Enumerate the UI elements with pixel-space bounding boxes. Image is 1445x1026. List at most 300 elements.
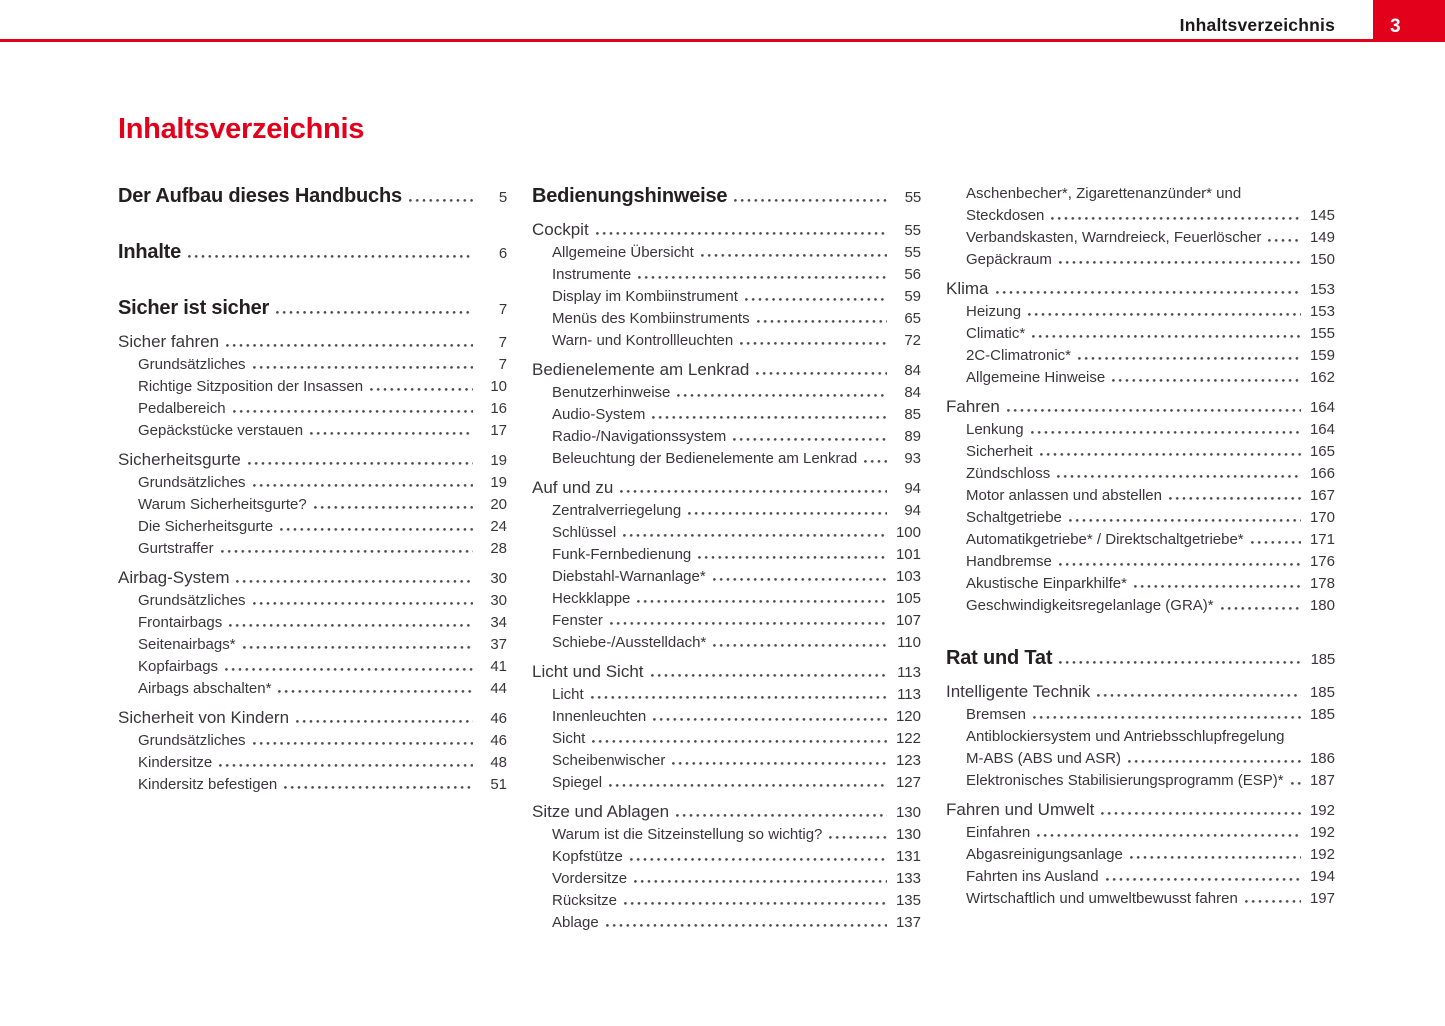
toc-entry [118, 494, 507, 516]
toc-entry-label: Warum ist die Sitzeinstellung so wichtig? [552, 826, 823, 843]
toc-entry [946, 551, 1335, 573]
toc-entry-page: 153 [1309, 281, 1335, 298]
toc-entry [946, 529, 1335, 551]
toc-entry-page: 24 [490, 518, 507, 535]
dot-leader [610, 622, 887, 625]
toc-entry [946, 888, 1335, 910]
toc-entry-label: Cockpit [532, 220, 589, 239]
dot-leader [757, 320, 887, 323]
toc-entry [532, 448, 921, 470]
toc-entry [946, 748, 1335, 770]
toc-entry-page: 186 [1309, 750, 1335, 767]
toc-entry-page: 84 [904, 384, 921, 401]
toc-entry [118, 678, 507, 700]
dot-leader [1069, 519, 1301, 522]
toc-entry-page: 30 [490, 570, 507, 587]
toc-entry-label: Scheibenwischer [552, 752, 666, 769]
toc-entry-label: Antiblockiersystem und Antriebsschlupfregelung [966, 728, 1285, 745]
dot-leader [591, 696, 887, 699]
toc-entry [532, 183, 921, 211]
toc-entry-page: 85 [904, 406, 921, 423]
toc-entry-label: Motor anlassen und abstellen [966, 487, 1162, 504]
toc-entry-page: 5 [498, 189, 507, 206]
toc-entry [118, 330, 507, 354]
toc-entry-page: 28 [490, 540, 507, 557]
toc-entry [946, 277, 1335, 301]
dot-leader [253, 742, 473, 745]
toc-entry-page: 166 [1309, 465, 1335, 482]
toc-entry-label: Der Aufbau dieses Handbuchs [118, 185, 402, 207]
toc-entry-page: 65 [904, 310, 921, 327]
toc-entry [532, 544, 921, 566]
toc-entry-label: Heizung [966, 303, 1022, 320]
toc-entry-label: Auf und zu [532, 478, 614, 497]
toc-column-2 [532, 183, 921, 934]
running-header-title: Inhaltsverzeichnis [1179, 15, 1335, 35]
toc-entry [118, 376, 507, 398]
toc-entry-label: Sicher fahren [118, 332, 220, 351]
toc-entry-label: Beleuchtung der Bedienelemente am Lenkrad [552, 450, 858, 467]
toc-entry [532, 632, 921, 654]
toc-entry-page: 171 [1309, 531, 1335, 548]
toc-entry-label: Richtige Sitzposition der Insassen [138, 378, 364, 395]
toc-entry-label: Kopfairbags [138, 658, 219, 675]
toc-entry [946, 507, 1335, 529]
toc-entry-label: Innenleuchten [552, 708, 647, 725]
dot-leader [1078, 357, 1301, 360]
dot-leader [745, 298, 887, 301]
toc-entry [118, 183, 507, 211]
dot-leader [1007, 409, 1301, 412]
toc-entry-label: Die Sicherheitsgurte [138, 518, 274, 535]
toc-entry-label: Display im Kombiinstrument [552, 288, 738, 305]
toc-entry-page: 34 [490, 614, 507, 631]
toc-entry-label: Seitenairbags* [138, 636, 236, 653]
dot-leader [620, 490, 887, 493]
toc-entry-label: Automatikgetriebe* / Direktschaltgetriebe* [966, 531, 1244, 548]
toc-entry-page: 167 [1309, 487, 1335, 504]
toc-entry-label: Allgemeine Hinweise [966, 369, 1106, 386]
toc-entry [946, 463, 1335, 485]
dot-leader [1245, 900, 1301, 903]
toc-entry-page: 10 [490, 378, 507, 395]
dot-leader [226, 344, 473, 347]
dot-leader [652, 416, 887, 419]
toc-entry-label: Fahren und Umwelt [946, 800, 1095, 819]
toc-entry [946, 573, 1335, 595]
toc-entry-label: Zentralverriegelung [552, 502, 682, 519]
dot-leader [609, 784, 887, 787]
toc-entry [946, 770, 1335, 792]
toc-entry [532, 566, 921, 588]
toc-entry [946, 395, 1335, 419]
toc-entry [946, 726, 1335, 748]
toc-entry [118, 656, 507, 678]
toc-entry-label: Gepäckstücke verstauen [138, 422, 304, 439]
toc-entry-label: Bedienelemente am Lenkrad [532, 360, 750, 379]
dot-leader [1221, 607, 1301, 610]
toc-entry [946, 441, 1335, 463]
toc-content [0, 113, 1445, 934]
toc-entry [118, 472, 507, 494]
dot-leader [677, 394, 887, 397]
toc-entry [946, 249, 1335, 271]
toc-entry [118, 706, 507, 730]
toc-entry-page: 127 [895, 774, 921, 791]
toc-entry-page: 19 [490, 474, 507, 491]
toc-entry [532, 264, 921, 286]
dot-leader [1130, 856, 1301, 859]
toc-entry-page: 150 [1309, 251, 1335, 268]
toc-entry [532, 846, 921, 868]
toc-entry-label: Grundsätzliches [138, 732, 246, 749]
dot-leader [653, 718, 887, 721]
toc-entry-label: Schiebe-/Ausstelldach* [552, 634, 707, 651]
toc-entry-page: 122 [895, 730, 921, 747]
dot-leader [243, 646, 473, 649]
toc-entry [532, 750, 921, 772]
toc-entry [532, 500, 921, 522]
toc-entry-page: 72 [904, 332, 921, 349]
dot-leader [672, 762, 887, 765]
toc-entry-page: 94 [904, 480, 921, 497]
toc-entry-page: 101 [895, 546, 921, 563]
toc-entry [946, 704, 1335, 726]
toc-entry-page: 46 [490, 732, 507, 749]
toc-entry-page: 93 [904, 450, 921, 467]
toc-entry [532, 286, 921, 308]
dot-leader [1291, 782, 1301, 785]
page-number: 3 [1390, 16, 1401, 37]
dot-leader [370, 388, 473, 391]
dot-leader [634, 880, 887, 883]
toc-entry-label: Audio-System [552, 406, 646, 423]
toc-entry [946, 680, 1335, 704]
toc-entry-page: 192 [1309, 824, 1335, 841]
dot-leader [713, 644, 887, 647]
toc-entry-page: 55 [904, 189, 921, 206]
toc-entry-page: 20 [490, 496, 507, 513]
toc-entry-label: Warum Sicherheitsgurte? [138, 496, 307, 513]
toc-entry-page: 130 [895, 826, 921, 843]
toc-entry-label: Klima [946, 279, 989, 298]
toc-entry-label: Abgasreinigungsanlage [966, 846, 1123, 863]
toc-entry-label: Fahrten ins Ausland [966, 868, 1099, 885]
toc-entry-page: 187 [1309, 772, 1335, 789]
dot-leader [651, 674, 887, 677]
toc-entry-label: Spiegel [552, 774, 603, 791]
toc-entry-label: Diebstahl-Warnanlage* [552, 568, 706, 585]
toc-entry-page: 89 [904, 428, 921, 445]
toc-entry-label: Gurtstraffer [138, 540, 214, 557]
toc-entry-label: Licht [552, 686, 584, 703]
dot-leader [253, 366, 473, 369]
toc-entry-label: Fenster [552, 612, 603, 629]
toc-entry-page: 194 [1309, 868, 1335, 885]
dot-leader [229, 624, 473, 627]
dot-leader [225, 668, 473, 671]
toc-entry [532, 772, 921, 794]
toc-entry-page: 164 [1309, 399, 1335, 416]
toc-entry [946, 183, 1335, 205]
toc-entry [532, 426, 921, 448]
toc-entry [532, 308, 921, 330]
toc-entry-label: 2C-Climatronic* [966, 347, 1072, 364]
toc-entry-label: Menüs des Kombiinstruments [552, 310, 750, 327]
toc-entry-page: 130 [895, 804, 921, 821]
toc-entry [118, 752, 507, 774]
dot-leader [996, 291, 1301, 294]
toc-entry-page: 37 [490, 636, 507, 653]
dot-leader [1268, 239, 1301, 242]
toc-entry [532, 610, 921, 632]
toc-entry-label: Lenkung [966, 421, 1024, 438]
toc-entry [946, 595, 1335, 617]
toc-entry-page: 59 [904, 288, 921, 305]
toc-entry [532, 382, 921, 404]
dot-leader [592, 740, 887, 743]
dot-leader [734, 199, 887, 202]
toc-entry-page: 170 [1309, 509, 1335, 526]
toc-column-1 [118, 183, 507, 934]
toc-entry-page: 110 [897, 634, 921, 651]
dot-leader [596, 232, 887, 235]
dot-leader [1128, 760, 1301, 763]
dot-leader [740, 342, 887, 345]
toc-entry [118, 538, 507, 560]
toc-entry-label: Schlüssel [552, 524, 617, 541]
toc-entry [532, 912, 921, 934]
toc-entry-page: 176 [1309, 553, 1335, 570]
toc-entry-page: 113 [897, 664, 921, 681]
toc-entry-label: Intelligente Technik [946, 682, 1091, 701]
toc-entry-page: 135 [895, 892, 921, 909]
toc-entry [118, 354, 507, 376]
page-title: Inhaltsverzeichnis [118, 113, 365, 145]
toc-entry [532, 404, 921, 426]
dot-leader [221, 550, 473, 553]
dot-leader [1106, 878, 1301, 881]
dot-leader [756, 372, 887, 375]
toc-entry-page: 113 [897, 686, 921, 703]
dot-leader [278, 690, 473, 693]
dot-leader [248, 462, 473, 465]
toc-entry-page: 19 [490, 452, 507, 469]
toc-entry-page: 84 [904, 362, 921, 379]
dot-leader [688, 512, 887, 515]
dot-leader [637, 600, 887, 603]
toc-entry-page: 164 [1309, 421, 1335, 438]
toc-entry-label: Wirtschaftlich und umweltbewusst fahren [966, 890, 1238, 907]
toc-entry-label: Rat und Tat [946, 647, 1053, 669]
toc-entry-page: 6 [498, 245, 507, 262]
dot-leader [1101, 812, 1301, 815]
toc-entry-label: Kindersitze [138, 754, 213, 771]
toc-entry-label: Grundsätzliches [138, 356, 246, 373]
toc-entry [946, 345, 1335, 367]
toc-entry-label: Elektronisches Stabilisierungsprogramm (ESP)* [966, 772, 1284, 789]
toc-entry [532, 588, 921, 610]
dot-leader [236, 580, 473, 583]
toc-entry-label: Bedienungshinweise [532, 185, 728, 207]
toc-entry-page: 180 [1309, 597, 1335, 614]
toc-entry-label: Climatic* [966, 325, 1026, 342]
dot-leader [1033, 716, 1301, 719]
toc-entry-label: Frontairbags [138, 614, 223, 631]
toc-entry-page: 123 [895, 752, 921, 769]
toc-entry-label: Sicherheit von Kindern [118, 708, 290, 727]
toc-entry-label: Fahren [946, 397, 1000, 416]
toc-entry-page: 162 [1309, 369, 1335, 386]
toc-entry-label: Sicherheit [966, 443, 1033, 460]
toc-entry-page: 149 [1309, 229, 1335, 246]
toc-entry-label: Heckklappe [552, 590, 631, 607]
dot-leader [284, 786, 473, 789]
toc-entry-label: M-ABS (ABS und ASR) [966, 750, 1122, 767]
dot-leader [1037, 834, 1301, 837]
dot-leader [296, 720, 473, 723]
toc-entry [946, 485, 1335, 507]
toc-entry [532, 358, 921, 382]
toc-entry [532, 684, 921, 706]
dot-leader [233, 410, 473, 413]
dot-leader [713, 578, 887, 581]
toc-entry-label: Sicher ist sicher [118, 297, 270, 319]
toc-column-3 [946, 183, 1335, 934]
toc-entry-label: Allgemeine Übersicht [552, 244, 694, 261]
toc-entry-label: Gepäckraum [966, 251, 1052, 268]
toc-entry [118, 448, 507, 472]
toc-entry-page: 155 [1309, 325, 1335, 342]
toc-entry [946, 645, 1335, 673]
toc-entry-label: Zündschloss [966, 465, 1051, 482]
toc-entry-label: Funk-Fernbedienung [552, 546, 692, 563]
dot-leader [253, 484, 473, 487]
dot-leader [676, 814, 887, 817]
toc-entry-label: Airbag-System [118, 568, 230, 587]
toc-entry-label: Aschenbecher*, Zigarettenanzünder* und [966, 185, 1242, 202]
dot-leader [253, 602, 473, 605]
toc-entry-label: Kopfstütze [552, 848, 623, 865]
dot-leader [1028, 313, 1301, 316]
dot-leader [1112, 379, 1301, 382]
toc-entry [946, 227, 1335, 249]
toc-entry [532, 800, 921, 824]
dot-leader [1059, 261, 1301, 264]
toc-entry-page: 48 [490, 754, 507, 771]
dot-leader [733, 438, 887, 441]
dot-leader [280, 528, 473, 531]
toc-entry [946, 419, 1335, 441]
toc-entry-label: Rücksitze [552, 892, 618, 909]
toc-entry-page: 133 [895, 870, 921, 887]
toc-entry-label: Pedalbereich [138, 400, 226, 417]
dot-leader [1059, 563, 1301, 566]
dot-leader [1134, 585, 1301, 588]
toc-entry [946, 798, 1335, 822]
toc-entry-page: 185 [1309, 706, 1335, 723]
page-number-badge [1373, 0, 1445, 42]
toc-entry-page: 131 [895, 848, 921, 865]
toc-entry-page: 30 [490, 592, 507, 609]
toc-entry [532, 242, 921, 264]
toc-entry [118, 516, 507, 538]
toc-entry [118, 590, 507, 612]
toc-entry-page: 100 [895, 524, 921, 541]
toc-entry-page: 197 [1309, 890, 1335, 907]
toc-entry-page: 137 [895, 914, 921, 931]
toc-entry-page: 16 [490, 400, 507, 417]
dot-leader [864, 460, 887, 463]
toc-entry-page: 94 [904, 502, 921, 519]
toc-entry [946, 822, 1335, 844]
toc-entry-page: 105 [895, 590, 921, 607]
toc-entry [532, 522, 921, 544]
toc-entry [118, 730, 507, 752]
toc-entry-label: Vordersitze [552, 870, 628, 887]
dot-leader [314, 506, 473, 509]
dot-leader [623, 534, 887, 537]
toc-entry-label: Akustische Einparkhilfe* [966, 575, 1127, 592]
toc-entry-page: 51 [490, 776, 507, 793]
toc-entry-label: Radio-/Navigationssystem [552, 428, 727, 445]
dot-leader [219, 764, 473, 767]
toc-entry-label: Einfahren [966, 824, 1031, 841]
toc-entry-label: Sicht [552, 730, 586, 747]
toc-entry-page: 185 [1310, 651, 1335, 668]
toc-entry [118, 420, 507, 442]
toc-entry [946, 367, 1335, 389]
toc-entry-page: 41 [490, 658, 507, 675]
toc-entry-label: Schaltgetriebe [966, 509, 1062, 526]
dot-leader [698, 556, 887, 559]
dot-leader [701, 254, 887, 257]
toc-entry-label: Grundsätzliches [138, 474, 246, 491]
toc-entry-label: Sitze und Ablagen [532, 802, 670, 821]
toc-entry-page: 192 [1309, 802, 1335, 819]
toc-entry-page: 120 [895, 708, 921, 725]
dot-leader [1051, 217, 1301, 220]
toc-entry [118, 566, 507, 590]
dot-leader [188, 255, 473, 258]
toc-entry-label: Kindersitz befestigen [138, 776, 278, 793]
dot-leader [1031, 431, 1301, 434]
toc-entry-page: 44 [490, 680, 507, 697]
toc-entry [946, 844, 1335, 866]
toc-entry [118, 774, 507, 796]
toc-entry-page: 7 [498, 301, 507, 318]
toc-entry-page: 103 [895, 568, 921, 585]
dot-leader [630, 858, 887, 861]
dot-leader [1057, 475, 1301, 478]
toc-entry-label: Grundsätzliches [138, 592, 246, 609]
toc-entry-label: Bremsen [966, 706, 1027, 723]
toc-entry-page: 56 [904, 266, 921, 283]
toc-entry-page: 107 [895, 612, 921, 629]
toc-entry-page: 55 [904, 222, 921, 239]
dot-leader [1169, 497, 1301, 500]
toc-entry-page: 192 [1309, 846, 1335, 863]
toc-entry-page: 7 [498, 334, 507, 351]
toc-entry [532, 728, 921, 750]
toc-entry-page: 153 [1309, 303, 1335, 320]
dot-leader [624, 902, 887, 905]
toc-entry-page: 178 [1309, 575, 1335, 592]
toc-entry [946, 301, 1335, 323]
page-header [0, 0, 1445, 42]
dot-leader [1097, 694, 1301, 697]
toc-entry-label: Benutzerhinweise [552, 384, 671, 401]
